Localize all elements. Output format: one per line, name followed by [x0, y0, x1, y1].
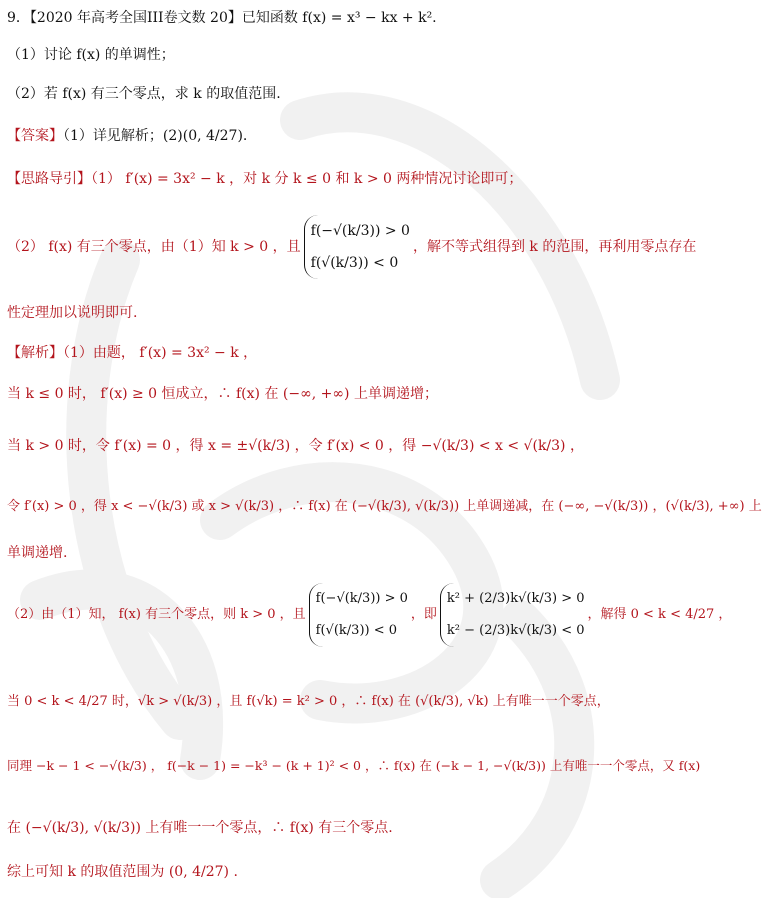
problem-stem: 已知函数 f(x) = x³ − kx + k².: [241, 10, 437, 26]
guide-line-1: [7, 169, 522, 189]
solution-line-8: 同理 −k − 1 < −√(k/3) ， f(−k − 1) = −k³ − (k + 1)² < 0 ，∴ f(x) 在 (−k − 1, −√(k/3)) 上有唯一一个零点，又 f(x): [7, 758, 701, 773]
solution-line-9: 在 (−√(k/3), √(k/3)) 上有唯一一个零点，∴ f(x) 有三个零点.: [7, 820, 393, 836]
answer-line: [7, 126, 247, 146]
solution-line-7: 当 0 < k < 4/27 时，√k > √(k/3) ，且 f(√k) = k² > 0 ，∴ f(x) 在 (√(k/3), √k) 上有唯一一个零点，: [7, 694, 610, 709]
answer-tag: 【答案】: [7, 128, 63, 144]
guide-line-2: [7, 212, 696, 282]
solution-line-10: 综上可知 k 的取值范围为 (0, 4/27) .: [7, 864, 238, 880]
guide-tag: 【思路导引】: [7, 171, 91, 187]
solution-tag: 【解析】: [7, 345, 63, 361]
solution-line-5: 单调递增.: [7, 545, 68, 561]
solution-sys2-b: k² − (2/3)k√(k/3) < 0: [446, 622, 585, 638]
guide-sys-a: f(−√(k/3)) > 0: [310, 223, 410, 239]
solution-line-6: [7, 580, 731, 650]
solution-text-6-mid: ，即: [410, 607, 437, 622]
guide-line-3: 性定理加以说明即可.: [7, 305, 138, 321]
solution-sys1-b: f(√(k/3)) < 0: [315, 622, 398, 638]
guide-text-2-pre: （2） f(x) 有三个零点，由（1）知 k > 0 ，且: [7, 239, 301, 255]
solution-text-6-pre: （2）由（1）知， f(x) 有三个零点，则 k > 0 ，且: [7, 607, 306, 622]
guide-inequality-system: [304, 215, 410, 279]
guide-text-1: （1） f′(x) = 3x² − k ，对 k 分 k ≤ 0 和 k > 0 两种情况讨论即可；: [91, 171, 523, 187]
solution-line-4: 令 f′(x) > 0 ，得 x < −√(k/3) 或 x > √(k/3) ，∴ f(x) 在 (−√(k/3), √(k/3)) 上单调递减，在 (−∞, −√(k/3)) ，(√(k/3), +∞) 上: [7, 499, 762, 514]
solution-text-6-post: ，解得 0 < k < 4/27 ，: [587, 607, 732, 622]
solution-text-1: （1）由题， f′(x) = 3x² − k ，: [63, 345, 258, 361]
guide-sys-b: f(√(k/3)) < 0: [310, 255, 399, 271]
solution-sys1-a: f(−√(k/3)) > 0: [315, 590, 408, 606]
guide-text-2-post: ，解不等式组得到 k 的范围，再利用零点存在: [412, 239, 697, 255]
solution-sys2-a: k² + (2/3)k√(k/3) > 0: [446, 590, 585, 606]
problem-number: 9．: [7, 10, 30, 26]
solution-line-3: 当 k > 0 时，令 f′(x) = 0 ，得 x = ±√(k/3) ，令 f′(x) < 0 ，得 −√(k/3) < x < √(k/3) ，: [7, 438, 584, 454]
solution-line-1: [7, 343, 257, 363]
problem-source: 【2020 年高考全国III卷文数 20】: [29, 10, 242, 26]
answer-text: （1）详见解析；(2)(0, 4/27).: [63, 128, 248, 144]
solution-system-2: [440, 583, 585, 647]
solution-line-2: 当 k ≤ 0 时， f′(x) ≥ 0 恒成立，∴ f(x) 在 (−∞, +∞) 上单调递增；: [7, 386, 438, 402]
problem-part-2: （2）若 f(x) 有三个零点，求 k 的取值范围.: [7, 86, 281, 102]
problem-part-1: （1）讨论 f(x) 的单调性；: [7, 47, 175, 63]
solution-system-1: [309, 583, 408, 647]
problem-statement: [7, 8, 437, 28]
